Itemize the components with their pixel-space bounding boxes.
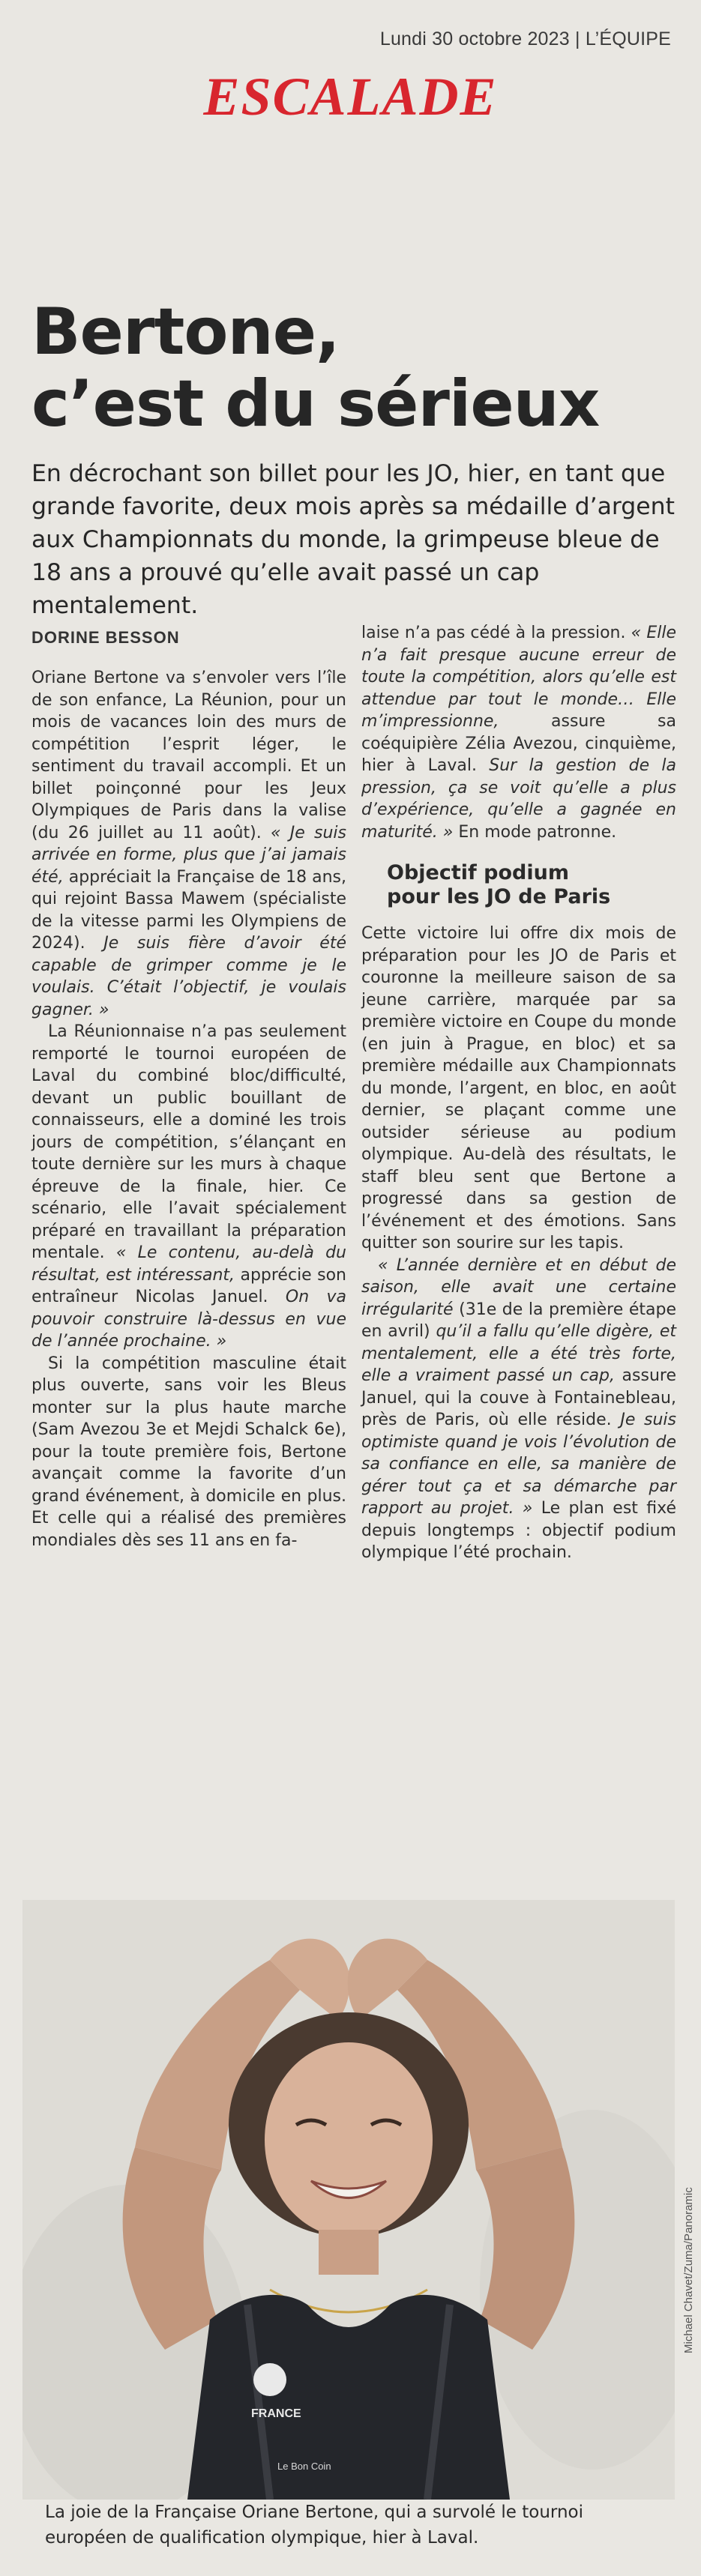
article-column-2	[361, 622, 676, 1564]
jersey-text-1: FRANCE	[251, 2407, 301, 2420]
quote: « Elle n’a fait presque aucune erreur de toute la compétition, alors qu’elle est attendue par tout le monde… Elle m’impressionne,	[361, 624, 676, 731]
paragraph: Cette victoire lui offre dix mois de préparation pour les JO de Paris et couronne la meilleure saison de sa jeune carrière, marquée par sa première victoire en Coupe du monde (en juin à Prague, en bloc) et sa première médaille aux Championnats du monde, l’argent, en bloc, en août dernier, se plaçant comme une outsider sérieuse au podium olympique. Au-delà des résultats, le staff bleu sent que Bertone a progressé dans sa gestion de l’événement et des émotions. Sans quitter son sourire sur les tapis.	[361, 924, 676, 1252]
jersey-text-2: Le Bon Coin	[277, 2461, 331, 2472]
text-run: appréciait la Française de 18 ans, qui rejoint Bassa Mawem (spécialiste de la vitesse parmi les Olympiens de 2024).	[31, 867, 346, 953]
standfirst: En décrochant son billet pour les JO, hier, en tant que grande favorite, deux mois après sa médaille d’argent aux Championnats du monde, la grimpeuse bleue de 18 ans a prouvé qu’elle avait passé un cap mentalement.	[31, 460, 675, 619]
issue-date: Lundi 30 octobre 2023 | L’ÉQUIPE	[379, 28, 671, 49]
photo-credit: Michael Chavet/Zuma/Panoramic	[682, 2187, 695, 2353]
quote: Je suis optimiste quand je vois l’évolution de sa confiance en elle, sa manière de gérer tout ça et sa démarche par rapport au projet. »	[361, 1411, 677, 1518]
quote: « Je suis arrivée en forme, plus que j’ai jamais été,	[31, 823, 346, 887]
paragraph	[361, 1255, 676, 1564]
text-run: La Réunionnaise n’a pas seulement remporté le tournoi européen de Laval du combiné bloc/difficulté, devant un public bouillant de connaisseurs, elle a dominé les trois jours de compétition, s’élançant en toute dernière sur les murs à chaque épreuve de la finale, hier. Ce scénario, elle l’avait spécialement préparé en travaillant la préparation mentale.	[31, 1022, 346, 1262]
text-run: En mode patronne.	[453, 822, 617, 842]
quote: « Le contenu, au-delà du résultat, est intéressant,	[31, 1243, 346, 1285]
paragraph	[31, 667, 346, 1021]
quote: qu’il a fallu qu’elle digère, et mentalement, elle a été très forte, elle a vraiment passé un cap,	[361, 1322, 676, 1385]
paragraph	[31, 1021, 346, 1353]
text-run: Le plan est fixé depuis longtemps : objectif podium olympique l’été prochain.	[361, 1499, 676, 1562]
climber-heart-hands-illustration	[22, 1900, 675, 2500]
paragraph: Si la compétition masculine était plus ouverte, sans voir les Bleus monter sur la plus haute marche (Sam Avezou 3e et Mejdi Schalck 6e), pour la toute première fois, Bertone avançait comme la favorite d’un grand événement, à domicile en plus. Et celle qui a réalisé des premières mondiales dès ses 11 ans en fa-	[31, 1354, 346, 1550]
text-run: apprécie son entraîneur Nicolas Januel.	[31, 1265, 346, 1306]
quote: « L’année dernière et en début de saison, elle avait une certaine irrégularité	[361, 1255, 676, 1319]
section-title: ESCALADE	[203, 67, 498, 127]
paragraph	[361, 622, 676, 843]
text-run: (31e de la première étape en avril)	[361, 1300, 676, 1341]
article-column-1	[31, 667, 346, 1551]
subheading-line-2: pour les JO de Paris	[387, 885, 611, 908]
text-run: laise n’a pas cédé à la pression.	[361, 624, 631, 642]
subheading-line-1: Objectif podium	[387, 861, 569, 884]
text-run: assure Januel, qui la couve à Fontainebleau, près de Paris, où elle réside.	[361, 1366, 676, 1429]
byline: DORINE BESSON	[31, 628, 180, 647]
athlete-photo	[22, 1900, 675, 2500]
headline-line-1: Bertone,	[31, 295, 340, 369]
headline	[31, 296, 676, 440]
subheading	[387, 861, 676, 909]
quote: Sur la gestion de la pression, ça se voit qu’elle a plus d’expérience, qu’elle a gagnée en maturité. »	[361, 756, 676, 842]
quote: Je suis fière d’avoir été capable de grimper comme je le voulais. C’était l’objectif, je voulais gagner. »	[31, 934, 346, 1019]
photo-caption: La joie de la Française Oriane Bertone, qui a survolé le tournoi européen de qualification olympique, hier à Laval.	[45, 2503, 583, 2548]
text-run: assure sa coéquipière Zélia Avezou, cinquième, hier à Laval.	[361, 712, 676, 775]
text-run: Oriane Bertone va s’envoler vers l’île de son enfance, La Réunion, pour un mois de vacances loin des murs de compétition l’esprit léger, le sentiment du travail accompli. Et un billet poinçonné pour les Jeux Olympiques de Paris dans la valise (du 26 juillet au 11 août).	[31, 669, 346, 842]
quote: On va pouvoir construire là-dessus en vue de l’année prochaine. »	[31, 1288, 346, 1351]
headline-line-2: c’est du sérieux	[31, 367, 600, 441]
